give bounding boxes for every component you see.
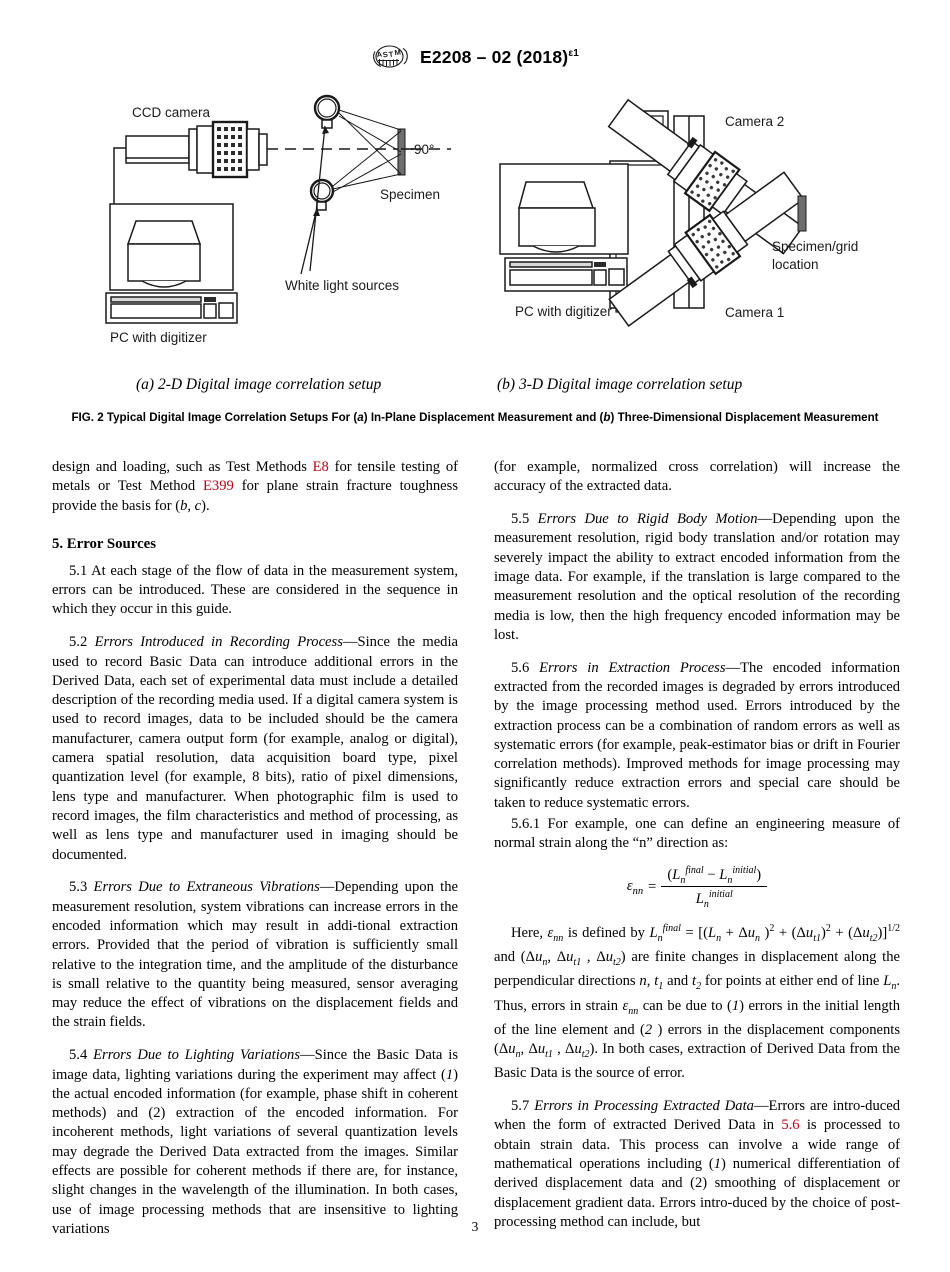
- equation-lhs-subscript: nn: [632, 885, 644, 897]
- figure-subcaption-b: (b) 3-D Digital image correlation setup: [497, 376, 743, 393]
- para-title-5-5: Errors Due to Rigid Body Motion: [537, 511, 758, 528]
- svg-text:M: M: [393, 47, 402, 58]
- para-text-5-1: At each stage of the flow of data in the measurement system, errors can be introduced. These are considered in the sequence in which they occur in this guide.: [52, 562, 459, 618]
- para-number-5-2: 5.2: [69, 634, 88, 651]
- paragraph-5-5: [494, 510, 900, 645]
- para-title-5-7: Errors in Processing Extracted Data: [534, 1098, 754, 1115]
- figure-caption-a-italic: a: [357, 411, 364, 424]
- figure-caption-mid: ) In-Plane Displacement Measurement and (: [363, 411, 604, 424]
- paragraph-continuation: [52, 458, 458, 516]
- equation-numerator: $(L_n^{final} - L_n^{initial})$: [667, 864, 762, 886]
- numer-minus: −: [707, 866, 716, 883]
- figure-caption: [56, 410, 894, 426]
- paragraph-5-6: [494, 659, 900, 813]
- para-title-5-3: Errors Due to Extraneous Vibrations: [93, 879, 320, 896]
- para-number-5-7: 5.7: [511, 1098, 530, 1115]
- equation-equals: =: [648, 878, 657, 895]
- figure-caption-prefix: FIG. 2 Typical Digital Image Correlation Setups For (: [71, 411, 358, 424]
- equation-normal-strain: [494, 865, 900, 911]
- numer-L-1: L: [672, 866, 681, 883]
- para-title-5-2: Errors Introduced in Recording Process: [94, 634, 343, 651]
- para-text-5-7-b: is processed to obtain strain data. This process can involve a wide range of mathematical operations including (: [494, 1117, 900, 1173]
- right-column: [494, 458, 900, 1239]
- paragraph-5-7: [494, 1097, 900, 1232]
- label-specimen: Specimen: [380, 187, 441, 202]
- numer-sub-1: n: [680, 874, 686, 886]
- reference-link-e8[interactable]: E8: [312, 459, 329, 475]
- cont-text-3: for plane strain fracture toughness provide the basis for (: [52, 478, 458, 514]
- cont-text-2: for tensile testing of metals or Test Method: [52, 459, 458, 495]
- label-specimen-grid-line1: Specimen/grid: [772, 239, 859, 254]
- page-title: [420, 47, 579, 68]
- header-superscript: ε1: [568, 47, 580, 59]
- para-text-5-4-c: ) extraction of the encoded information. For incoherent methods, light variations of several quantization levels may degrade the Derived Data extracted from the images. Similar effects are possible for coherent methods if there are, for instance, slight changes in the wavelength of the illumination. In both cases, use of image processing methods that are insensitive to lighting variations: [52, 1105, 458, 1237]
- cont-text-4: ,: [187, 497, 195, 514]
- numer-sub-2: n: [727, 874, 733, 886]
- figure-row: [0, 86, 950, 374]
- para-item-5-7-2: 2: [694, 1175, 703, 1192]
- para-text-5-2: —Since the media used to record Basic Data can introduce additional errors in the Derived Data, each set of experimental data must include a detailed description of the recording media used. If a digital camera system is used to record images, data to be included should be the camera manufacturer, camera output form (for example, analog or digital), camera spatial resolution, data acquisition board type, pixel quantization level (for example, 8 bits), ratio of pixel dimensions, lens type and manufacturer. When photographic film is used to record images, the film characteristics and method of processing, as well as lens type and manufacturer used in imaging should be documented.: [52, 634, 459, 863]
- page-number: 3: [471, 1219, 479, 1234]
- label-pc-with-digitizer-a: PC with digitizer: [110, 330, 207, 345]
- para-number-5-6: 5.6: [511, 659, 530, 676]
- cont-text-5: ).: [201, 497, 210, 514]
- figure-subcaption-a: (a) 2-D Digital image correlation setup: [136, 376, 382, 393]
- numer-sup-initial: initial: [732, 864, 757, 876]
- section-heading-5: 5. Error Sources: [52, 535, 156, 552]
- para-text-5-5: —Depending upon the measurement resolution, rigid body translation and/or rotation may severely impact the ability to extract encoded information from the image data. For example, if the translation is large compared to the measurement resolution and the optical resolution of the recording media is low, then the high frequency encoded information may be lost.: [494, 511, 900, 643]
- header-designation: E2208 – 02 (2018): [419, 46, 569, 67]
- paragraph-5-4: [52, 1046, 458, 1239]
- para-number-5-4: 5.4: [69, 1047, 88, 1064]
- denom-sub: n: [703, 899, 709, 911]
- label-ccd-camera: CCD camera: [132, 105, 211, 120]
- figure-2a-diagram: [96, 86, 468, 374]
- para-title-5-6: Errors in Extraction Process: [539, 659, 726, 676]
- label-specimen-grid-line2: location: [772, 257, 819, 272]
- para-number-5-6-1: 5.6.1: [511, 816, 541, 833]
- svg-text:S: S: [382, 49, 389, 60]
- para-title-5-4: Errors Due to Lighting Variations: [93, 1047, 301, 1064]
- label-pc-with-digitizer-b: PC with digitizer: [515, 304, 612, 319]
- cont-italic-b: b: [180, 497, 188, 514]
- label-camera-1: Camera 1: [725, 305, 785, 320]
- para-number-5-3: 5.3: [69, 879, 88, 896]
- paragraph-5-6-1: [494, 815, 900, 854]
- para-item-5-4-1: 1: [445, 1066, 454, 1083]
- body-columns: [52, 458, 900, 1239]
- figure-2: [0, 86, 950, 426]
- equation-fraction: [661, 865, 767, 911]
- cont-italic-c: c: [194, 497, 202, 514]
- paragraph-continuation-right: (for example, normalized cross correlation) will increase the accuracy of the extracted data.: [494, 459, 900, 495]
- reference-link-e399[interactable]: E399: [203, 478, 234, 495]
- para-text-5-6: —The encoded information extracted from the recorded images is degraded by errors introduced by the image processing method used. Errors introduced by the extraction process can be a combination of random errors as well as systematic errors (for example, peak-estimator bias or drift in Fourier correlation methods). Improved methods for image processing may significantly reduce extraction errors and special care should be taken to reduce systematic errors.: [494, 659, 900, 811]
- para-text-5-6-1: For example, one can define an engineering measure of normal strain along the “n” direction as:: [494, 816, 900, 852]
- para-number-5-5: 5.5: [511, 511, 530, 528]
- paragraph-5-1: [52, 562, 458, 620]
- astm-logo: [371, 44, 411, 70]
- para-item-5-7-1: 1: [713, 1156, 722, 1173]
- para-number-5-1: 5.1: [69, 562, 88, 579]
- figure-subcaptions: [0, 376, 950, 402]
- para-item-5-4-2: 2: [153, 1105, 161, 1122]
- numer-sup-final: final: [685, 864, 704, 876]
- para-text-5-4-a: —Since the Basic Data is image data, lighting variations during the experiment may affect (: [52, 1047, 458, 1083]
- para-text-5-7-c: ) numerical differentiation of derived displacement data and (: [494, 1156, 900, 1192]
- equation-denominator: [690, 887, 739, 910]
- numer-L-2: L: [719, 866, 728, 883]
- svg-text:T: T: [388, 49, 394, 60]
- label-white-light-sources: White light sources: [285, 278, 400, 293]
- reference-link-5-6[interactable]: 5.6: [781, 1117, 800, 1134]
- equation-epsilon: ε: [626, 877, 633, 894]
- label-90-degrees: 90°: [414, 142, 435, 157]
- para-text-5-3: —Depending upon the measurement resolution, system vibrations can increase errors in the encoded information which may result in addi-tional extraction errors. Provided that the period of vibration is sufficiently small relative to the integration time, and the amplitude of the disturbance is small relative to the quantity being measured, sensor averaging may reduce the effect of vibrations on the displacement fields and the strain fields.: [52, 879, 458, 1031]
- denom-L: L: [695, 891, 704, 908]
- cont-text-1: design and loading, such as Test Methods: [52, 459, 313, 475]
- equation-lhs: [627, 878, 643, 897]
- page-header: [0, 44, 950, 70]
- svg-text:A: A: [375, 49, 383, 60]
- para-text-5-7-a: —Errors are intro-duced when the form of extracted Derived Data in: [494, 1098, 900, 1134]
- figure-caption-b-italic: b: [603, 411, 611, 424]
- figure-2b-diagram: [480, 86, 880, 374]
- paragraph-5-6-2: Here, $\varepsilon_{nn}$ is defined by $L_n^{final} = [(L_n + \Delta u_n$ )$^2 + (\Delta u_{t1})^2 + (\Delta u_{t2})]^{1/2}$ and ($\Delta u_n$, $\Delta u_{t1}$ , $\Delta u_{t2}$) are finite changes in displace⁠ment along the perpendicular directions n, $t_1$ and $t_2$ for points at either end of line $L_n$. Thus, errors in strain $\varepsilon_{nn}$ can be due to (1) errors in the initial length of the line element and (2 ) errors in the displacement components ($\Delta u_n$, $\Delta u_{t1}$ , $\Delta u_{t2}$). In both cases, extraction of Derived Data from the Basic Data is the source of error.: [494, 923, 901, 1082]
- paragraph-5-3: [52, 878, 458, 1032]
- para-text-5-4-b: ) the actual encoded information (for example, phase shift in coherent methods) and (: [52, 1066, 458, 1122]
- paragraph-5-2: [52, 633, 458, 865]
- left-column: [52, 458, 458, 1239]
- para-text-5-7-d: ) smoothing of displacement or displacement gradient data. Errors intro-duced by the choice of post-processing method can include, but: [494, 1175, 900, 1230]
- figure-caption-suffix: ) Three-Dimensional Displacement Measurement: [610, 411, 879, 424]
- label-camera-2: Camera 2: [725, 114, 785, 129]
- denom-sup-initial: initial: [708, 889, 733, 901]
